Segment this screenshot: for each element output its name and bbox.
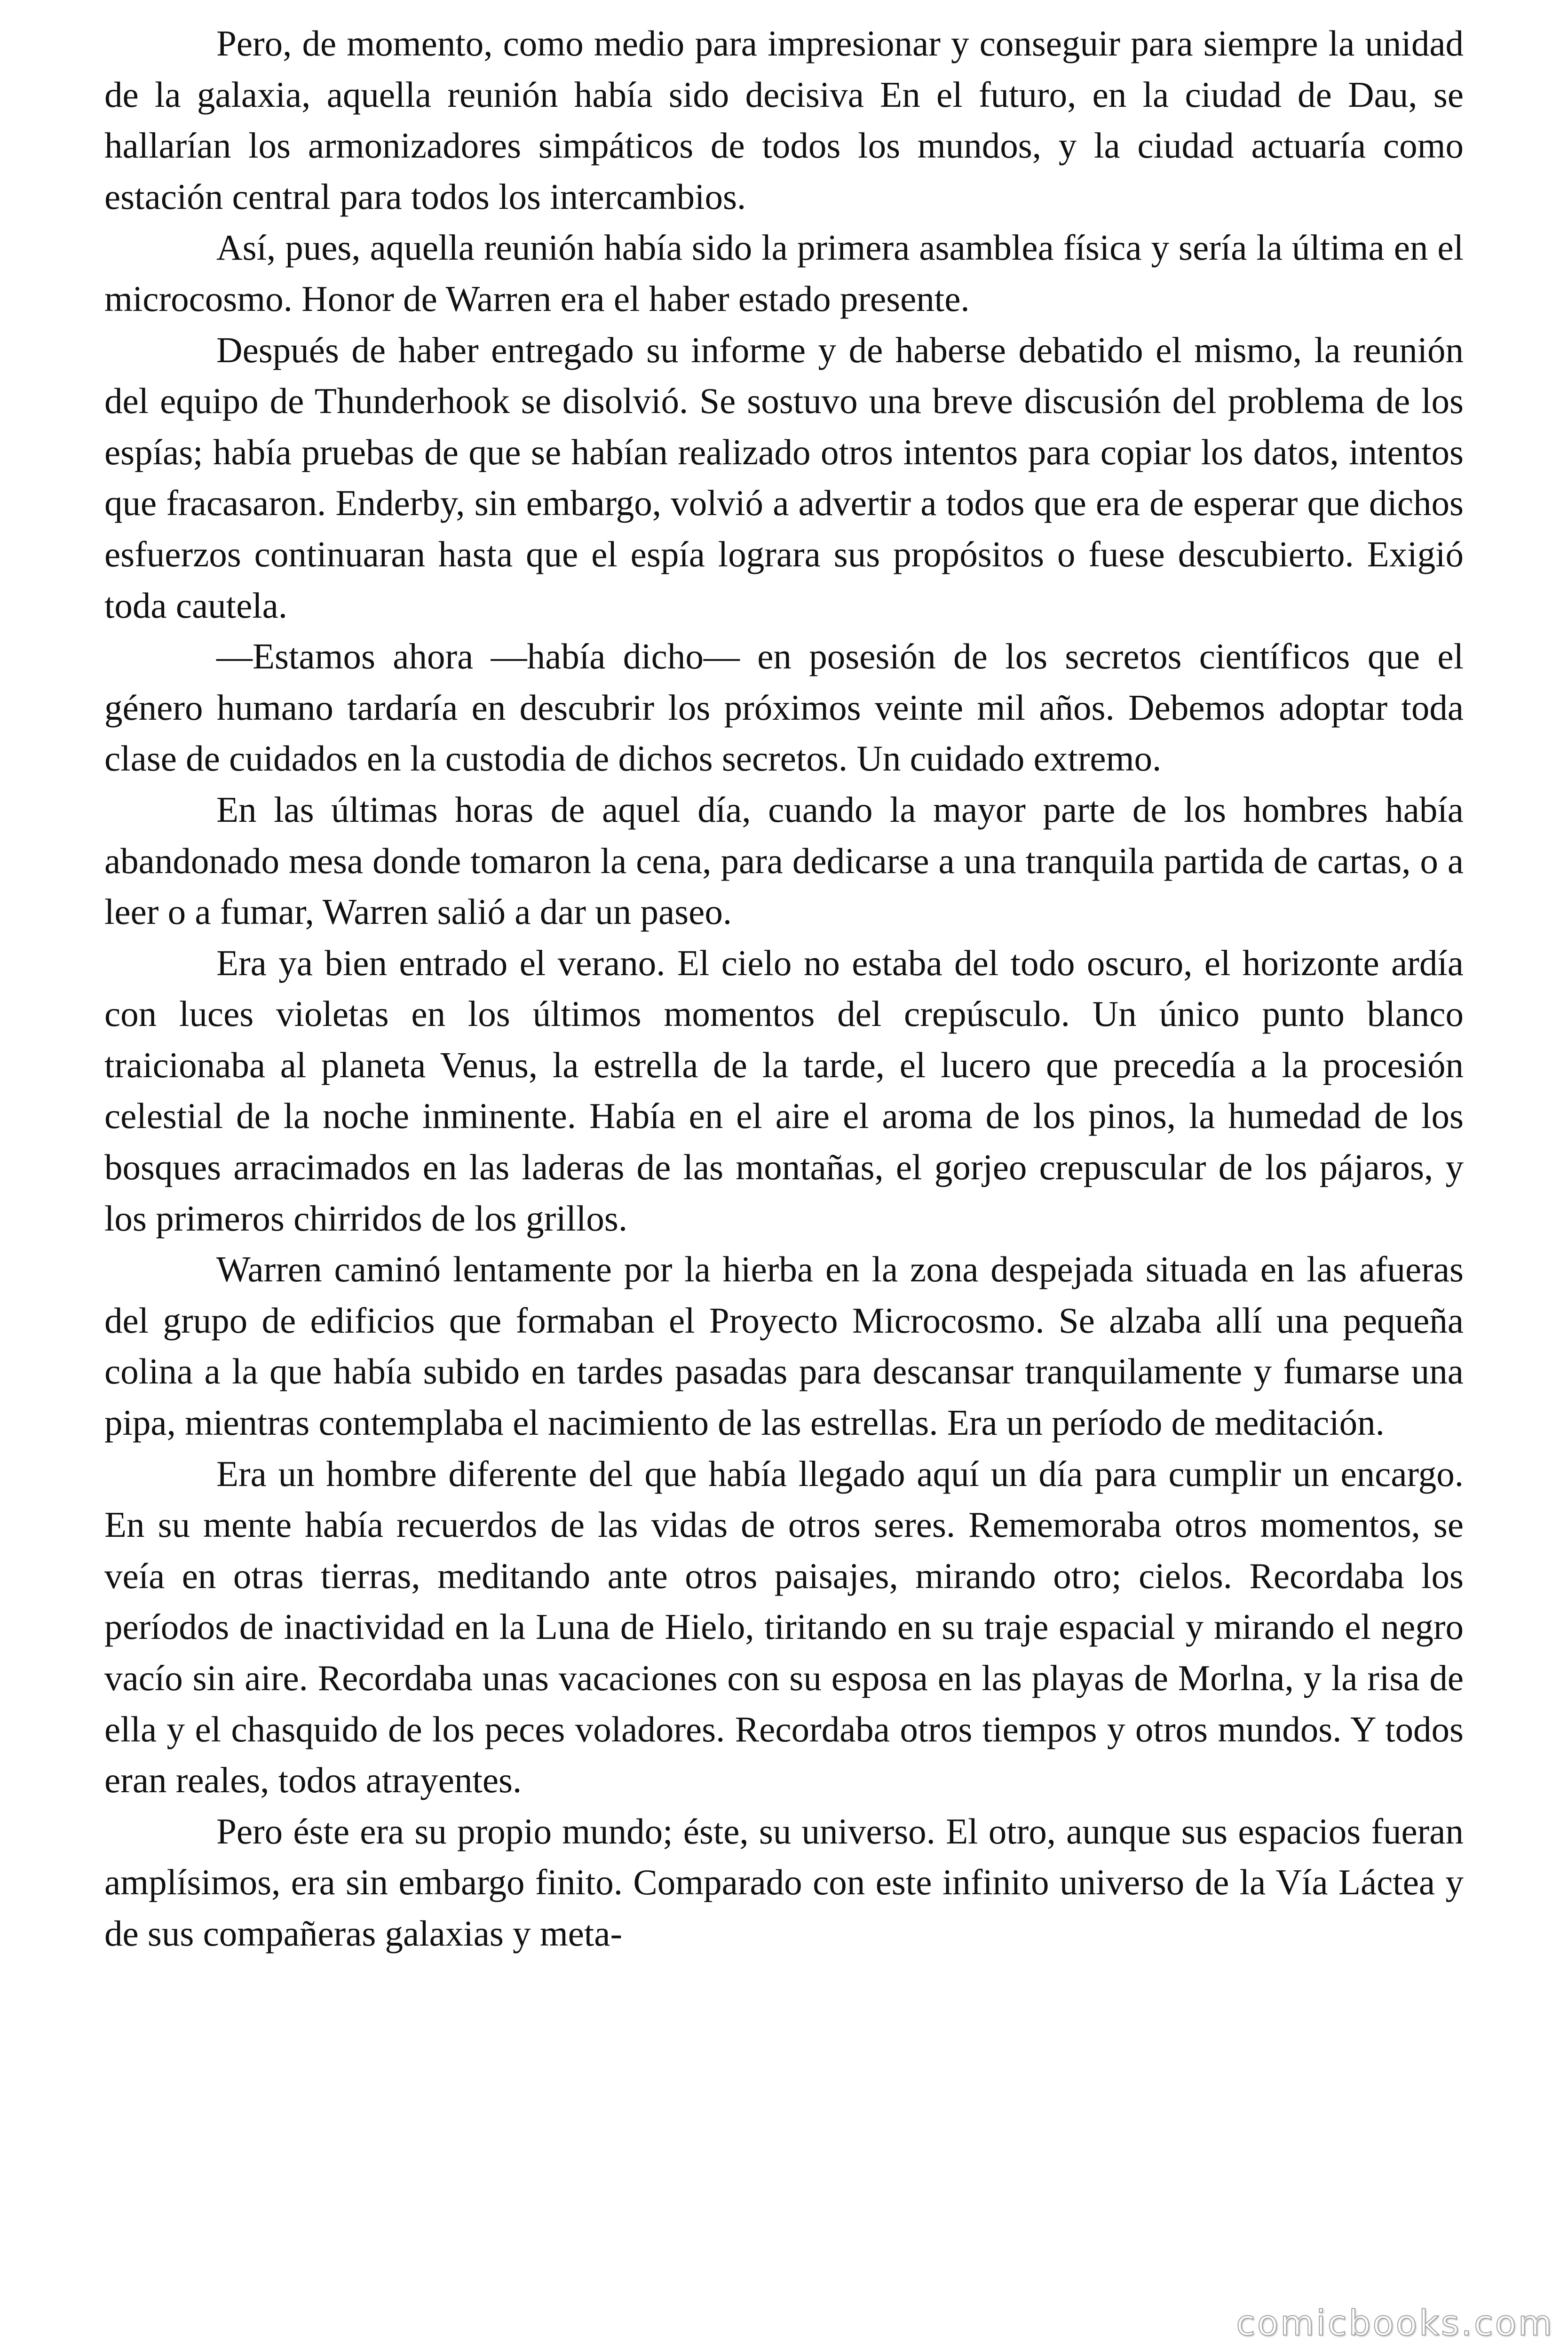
paragraph-6: Era ya bien entrado el verano. El cielo no estaba del todo oscuro, el horizonte ardía con luces violetas en los últimos momentos del crepúsculo. Un único punto blanco traicionaba al planeta Venus, la estrella de la tarde, el lucero que precedía a la procesión celestial de la noche inminente. Había en el aire el aroma de los pinos, la humedad de los bosques arracimados en las laderas de las montañas, el gorjeo crepuscular de los pájaros, y los primeros chirridos de los grillos.: [104, 942, 1464, 1239]
paragraph-7: Warren caminó lentamente por la hierba en la zona despejada situada en las afueras del grupo de edificios que formaban el Proyecto Microcosmo. Se alzaba allí una pequeña colina a la que había subido en tardes pasadas para descansar tranquilamente y fumarse una pipa, mientras contemplaba el nacimiento de las estrellas. Era un período de meditación.: [104, 1249, 1464, 1443]
watermark: comicbooks.com: [1236, 2303, 1554, 2344]
page-text: [104, 18, 1464, 1959]
paragraph-9: Pero éste era su propio mundo; éste, su universo. El otro, aunque sus espacios fueran amplísimos, era sin embargo finito. Comparado con este infinito universo de la Vía Láctea y de sus compañeras galaxias y meta-: [104, 1811, 1464, 1954]
paragraph-8: Era un hombre diferente del que había llegado aquí un día para cumplir un encargo. En su mente había recuerdos de las vidas de otros seres. Rememoraba otros momentos, se veía en otras tierras, meditando ante otros paisajes, mirando otro; cielos. Recordaba los períodos de inactividad en la Luna de Hielo, tiritando en su traje espacial y mirando el negro vacío sin aire. Recordaba unas vacaciones con su esposa en las playas de Morlna, y la risa de ella y el chasquido de los peces voladores. Recordaba otros tiempos y otros mundos. Y todos eran reales, todos atrayentes.: [104, 1453, 1464, 1801]
paragraph-5: En las últimas horas de aquel día, cuando la mayor parte de los hombres había abandonado mesa donde tomaron la cena, para dedicarse a una tranquila partida de cartas, o a leer o a fumar, Warren salió a dar un paseo.: [104, 789, 1464, 932]
paragraph-1: Pero, de momento, como medio para impresionar y conseguir para siempre la unidad de la galaxia, aquella reunión había sido decisiva En el futuro, en la ciudad de Dau, se hallarían los armonizadores simpáticos de todos los mundos, y la ciudad actuaría como estación central para todos los intercambios.: [104, 23, 1464, 217]
paragraph-4: —Estamos ahora —había dicho— en posesión de los secretos científicos que el género humano tardaría en descubrir los próximos veinte mil años. Debemos adoptar toda clase de cuidados en la custodia de dichos secretos. Un cuidado extremo.: [104, 636, 1464, 779]
paragraph-2: Así, pues, aquella reunión había sido la primera asamblea física y sería la última en el microcosmo. Honor de Warren era el haber estado presente.: [104, 227, 1464, 319]
paragraph-3: Después de haber entregado su informe y de haberse debatido el mismo, la reunión del equipo de Thunderhook se disolvió. Se sostuvo una breve discusión del problema de los espías; había pruebas de que se habían realizado otros intentos para copiar los datos, intentos que fracasaron. Enderby, sin embargo, volvió a advertir a todos que era de esperar que dichos esfuerzos continuaran hasta que el espía lograra sus propósitos o fuese descubierto. Exigió toda cautela.: [104, 329, 1464, 626]
